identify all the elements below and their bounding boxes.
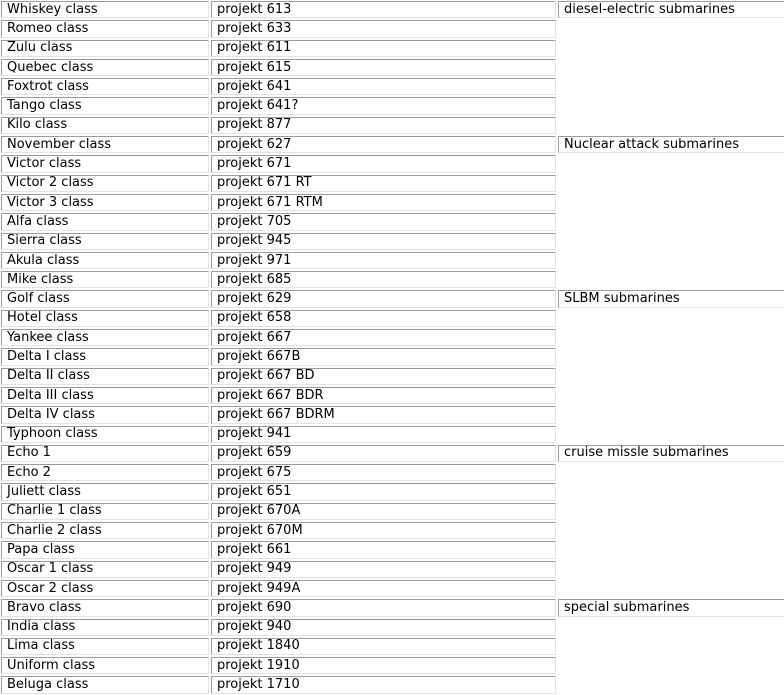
table-row bbox=[0, 289, 784, 308]
class-cell: Juliett class bbox=[1, 483, 209, 500]
projekt-cell: projekt 667 bbox=[211, 329, 556, 346]
projekt-cell: projekt 615 bbox=[211, 59, 556, 76]
category-cell bbox=[558, 20, 784, 37]
category-cell bbox=[558, 483, 784, 500]
table-row bbox=[0, 328, 784, 347]
category-cell bbox=[558, 78, 784, 95]
table-row bbox=[0, 405, 784, 424]
class-cell: Sierra class bbox=[1, 233, 209, 250]
class-cell: Hotel class bbox=[1, 310, 209, 327]
class-cell: Zulu class bbox=[1, 40, 209, 57]
projekt-cell: projekt 690 bbox=[211, 599, 556, 616]
class-cell: Papa class bbox=[1, 541, 209, 558]
class-cell: Charlie 2 class bbox=[1, 522, 209, 539]
table-row bbox=[0, 637, 784, 656]
class-cell: Golf class bbox=[1, 290, 209, 307]
category-cell bbox=[558, 271, 784, 288]
class-cell: Mike class bbox=[1, 271, 209, 288]
category-cell bbox=[558, 348, 784, 365]
table-row bbox=[0, 77, 784, 96]
category-cell: diesel-electric submarines bbox=[558, 1, 784, 18]
table-row bbox=[0, 675, 784, 694]
class-cell: Echo 1 bbox=[1, 445, 209, 462]
class-cell: Kilo class bbox=[1, 117, 209, 134]
class-cell: Delta IV class bbox=[1, 406, 209, 423]
class-cell: Echo 2 bbox=[1, 464, 209, 481]
projekt-cell: projekt 667 BDR bbox=[211, 387, 556, 404]
projekt-cell: projekt 971 bbox=[211, 252, 556, 269]
table-row bbox=[0, 251, 784, 270]
table-row bbox=[0, 96, 784, 115]
projekt-cell: projekt 611 bbox=[211, 40, 556, 57]
category-cell bbox=[558, 426, 784, 443]
class-cell: Typhoon class bbox=[1, 426, 209, 443]
table-row bbox=[0, 154, 784, 173]
category-cell bbox=[558, 580, 784, 597]
table-row bbox=[0, 386, 784, 405]
class-cell: Victor 2 class bbox=[1, 175, 209, 192]
class-cell: Foxtrot class bbox=[1, 78, 209, 95]
category-cell bbox=[558, 194, 784, 211]
table-row bbox=[0, 367, 784, 386]
table-row bbox=[0, 116, 784, 135]
category-cell bbox=[558, 252, 784, 269]
category-cell bbox=[558, 155, 784, 172]
projekt-cell: projekt 667 BDRM bbox=[211, 406, 556, 423]
table-row bbox=[0, 135, 784, 154]
category-cell bbox=[558, 387, 784, 404]
class-cell: Beluga class bbox=[1, 676, 209, 693]
projekt-cell: projekt 641 bbox=[211, 78, 556, 95]
category-cell bbox=[558, 541, 784, 558]
class-cell: Tango class bbox=[1, 97, 209, 114]
category-cell: SLBM submarines bbox=[558, 290, 784, 307]
category-cell bbox=[558, 59, 784, 76]
category-cell: Nuclear attack submarines bbox=[558, 136, 784, 153]
class-cell: Delta I class bbox=[1, 348, 209, 365]
table-row bbox=[0, 58, 784, 77]
projekt-cell: projekt 667B bbox=[211, 348, 556, 365]
projekt-cell: projekt 661 bbox=[211, 541, 556, 558]
class-cell: Whiskey class bbox=[1, 1, 209, 18]
category-cell bbox=[558, 233, 784, 250]
class-cell: Oscar 1 class bbox=[1, 561, 209, 578]
table-row bbox=[0, 270, 784, 289]
class-cell: Victor class bbox=[1, 155, 209, 172]
table-row bbox=[0, 347, 784, 366]
projekt-cell: projekt 685 bbox=[211, 271, 556, 288]
projekt-cell: projekt 671 bbox=[211, 155, 556, 172]
projekt-cell: projekt 633 bbox=[211, 20, 556, 37]
table-row bbox=[0, 463, 784, 482]
table-row bbox=[0, 521, 784, 540]
projekt-cell: projekt 671 RT bbox=[211, 175, 556, 192]
table-row bbox=[0, 309, 784, 328]
category-cell bbox=[558, 97, 784, 114]
class-cell: Lima class bbox=[1, 638, 209, 655]
projekt-cell: projekt 675 bbox=[211, 464, 556, 481]
table-row bbox=[0, 502, 784, 521]
projekt-cell: projekt 658 bbox=[211, 310, 556, 327]
category-cell bbox=[558, 503, 784, 520]
category-cell bbox=[558, 213, 784, 230]
projekt-cell: projekt 629 bbox=[211, 290, 556, 307]
category-cell bbox=[558, 368, 784, 385]
category-cell bbox=[558, 175, 784, 192]
class-cell: Charlie 1 class bbox=[1, 503, 209, 520]
category-cell: cruise missle submarines bbox=[558, 445, 784, 462]
table-row bbox=[0, 39, 784, 58]
category-cell bbox=[558, 310, 784, 327]
class-cell: Quebec class bbox=[1, 59, 209, 76]
projekt-cell: projekt 949A bbox=[211, 580, 556, 597]
class-cell: Delta III class bbox=[1, 387, 209, 404]
table-row bbox=[0, 656, 784, 675]
projekt-cell: projekt 1710 bbox=[211, 676, 556, 693]
category-cell bbox=[558, 406, 784, 423]
table-row bbox=[0, 425, 784, 444]
category-cell bbox=[558, 329, 784, 346]
projekt-cell: projekt 670M bbox=[211, 522, 556, 539]
projekt-cell: projekt 671 RTM bbox=[211, 194, 556, 211]
table-row bbox=[0, 0, 784, 19]
table-row bbox=[0, 618, 784, 637]
category-cell bbox=[558, 117, 784, 134]
table-row bbox=[0, 560, 784, 579]
category-cell bbox=[558, 619, 784, 636]
class-cell: Yankee class bbox=[1, 329, 209, 346]
table-row bbox=[0, 232, 784, 251]
projekt-cell: projekt 613 bbox=[211, 1, 556, 18]
projekt-cell: projekt 659 bbox=[211, 445, 556, 462]
class-cell: India class bbox=[1, 619, 209, 636]
projekt-cell: projekt 641? bbox=[211, 97, 556, 114]
projekt-cell: projekt 667 BD bbox=[211, 368, 556, 385]
class-cell: Oscar 2 class bbox=[1, 580, 209, 597]
class-cell: November class bbox=[1, 136, 209, 153]
projekt-cell: projekt 940 bbox=[211, 619, 556, 636]
table-row bbox=[0, 193, 784, 212]
category-cell bbox=[558, 657, 784, 674]
category-cell bbox=[558, 522, 784, 539]
category-cell: special submarines bbox=[558, 599, 784, 616]
table-row bbox=[0, 482, 784, 501]
table-row bbox=[0, 540, 784, 559]
table-row bbox=[0, 444, 784, 463]
table-row bbox=[0, 212, 784, 231]
projekt-cell: projekt 945 bbox=[211, 233, 556, 250]
category-cell bbox=[558, 561, 784, 578]
class-cell: Delta II class bbox=[1, 368, 209, 385]
class-cell: Victor 3 class bbox=[1, 194, 209, 211]
projekt-cell: projekt 705 bbox=[211, 213, 556, 230]
category-cell bbox=[558, 40, 784, 57]
projekt-cell: projekt 627 bbox=[211, 136, 556, 153]
projekt-cell: projekt 651 bbox=[211, 483, 556, 500]
projekt-cell: projekt 949 bbox=[211, 561, 556, 578]
category-cell bbox=[558, 676, 784, 693]
projekt-cell: projekt 670A bbox=[211, 503, 556, 520]
class-cell: Bravo class bbox=[1, 599, 209, 616]
category-cell bbox=[558, 638, 784, 655]
table-row bbox=[0, 579, 784, 598]
table-row bbox=[0, 19, 784, 38]
category-cell bbox=[558, 464, 784, 481]
projekt-cell: projekt 1910 bbox=[211, 657, 556, 674]
class-cell: Alfa class bbox=[1, 213, 209, 230]
projekt-cell: projekt 877 bbox=[211, 117, 556, 134]
class-cell: Akula class bbox=[1, 252, 209, 269]
projekt-cell: projekt 1840 bbox=[211, 638, 556, 655]
projekt-cell: projekt 941 bbox=[211, 426, 556, 443]
class-cell: Uniform class bbox=[1, 657, 209, 674]
class-cell: Romeo class bbox=[1, 20, 209, 37]
table-row bbox=[0, 598, 784, 617]
table-row bbox=[0, 174, 784, 193]
